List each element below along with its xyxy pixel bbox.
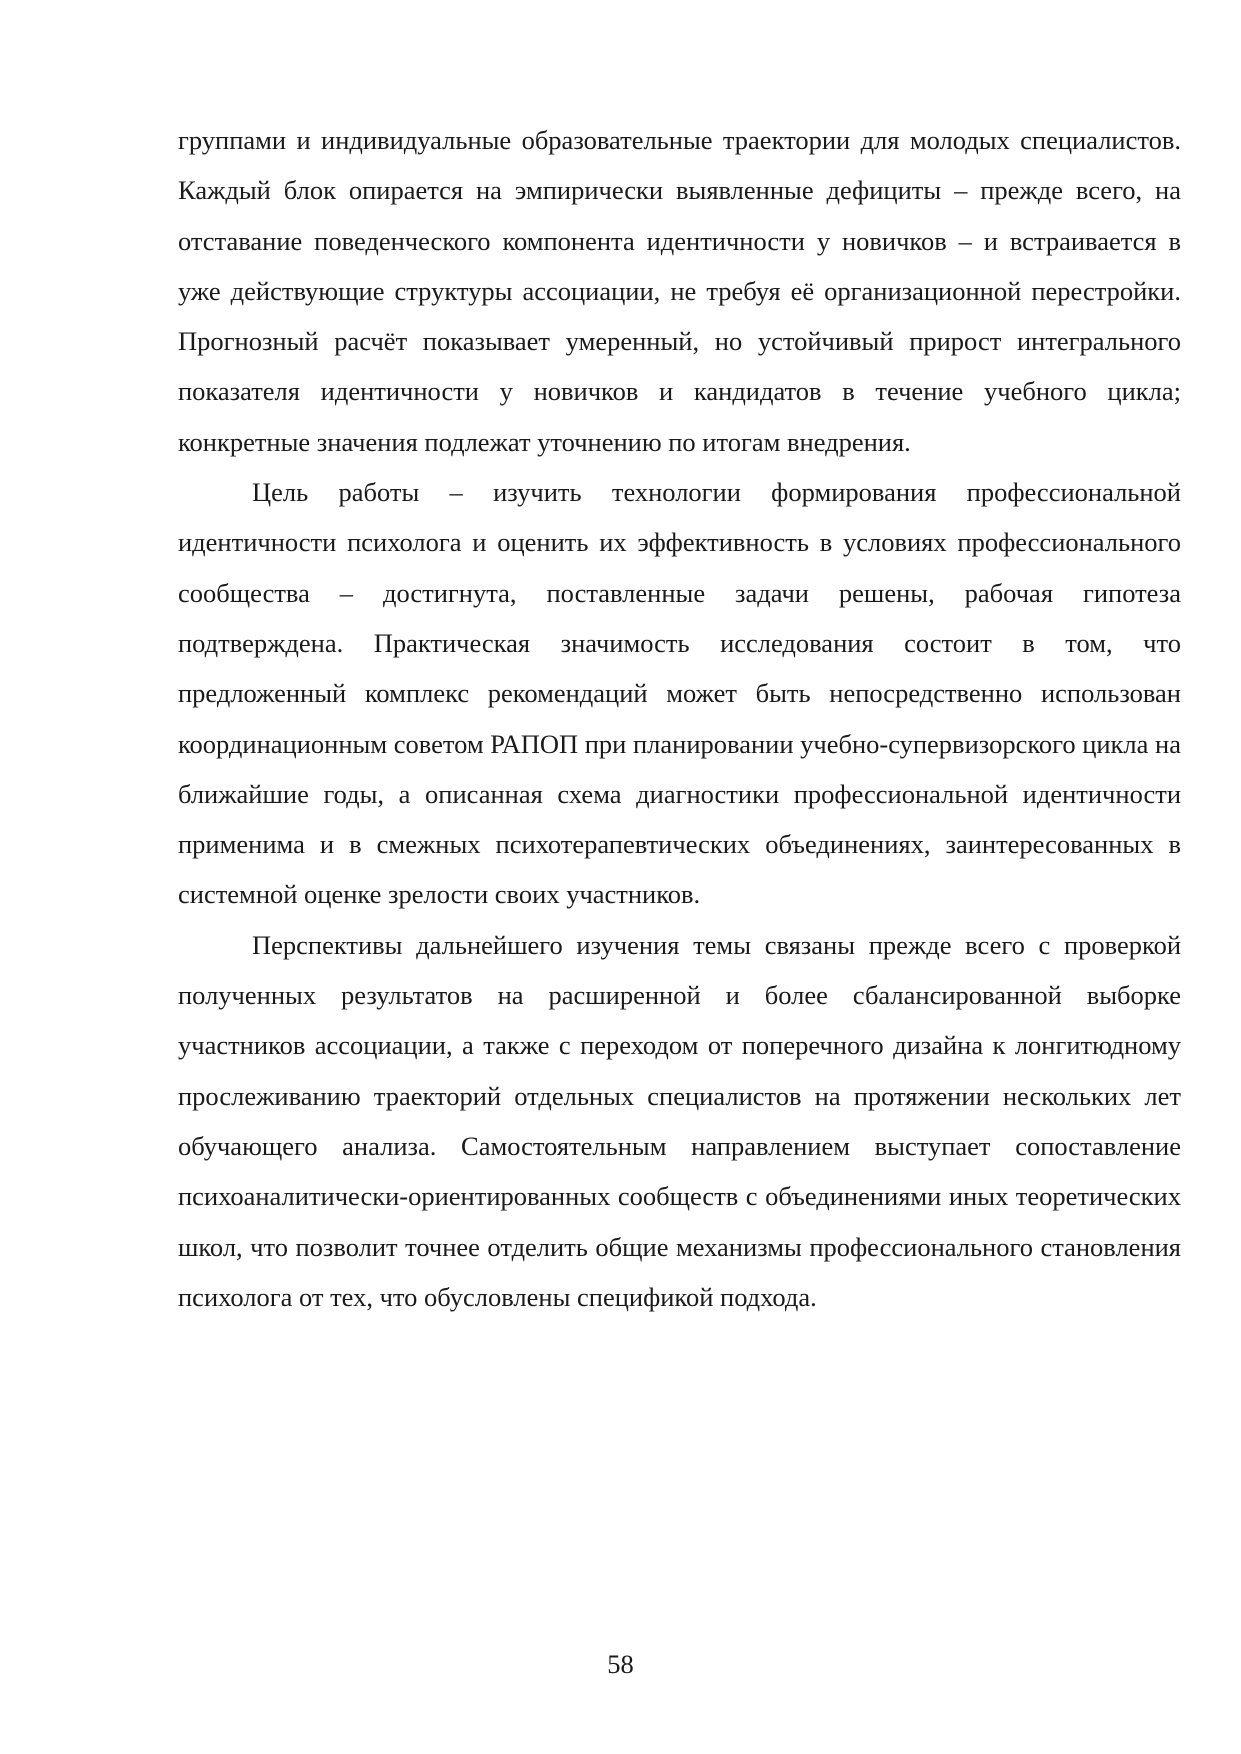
paragraph-continuation: группами и индивидуальные образовательные траектории для молодых специалистов. Каждый блок опирается на эмпирически выявленные дефициты – прежде всего, на отставание поведенческого компонента идентичности у новичков – и встраивается в уже действующие структуры ассоциации, не требуя её организационной перестройки. Прогнозный расчёт показывает умеренный, но устойчивый прирост интегрального показателя идентичности у новичков и кандидатов в течение учебного цикла; конкретные значения подлежат уточнению по итогам внедрения. [178, 125, 1181, 457]
paragraph-perspectives: Перспективы дальнейшего изучения темы связаны прежде всего с проверкой полученных результатов на расширенной и более сбалансированной выборке участников ассоциации, а также с переходом от поперечного дизайна к лонгитюдному прослеживанию траекторий отдельных специалистов на протяжении нескольких лет обучающего анализа. Самостоятельным направлением выступает сопоставление психоаналитически-ориентированных сообществ с объединениями иных теоретических школ, что позволит точнее отделить общие механизмы профессионального становления психолога от тех, что обусловлены спецификой подхода. [178, 929, 1181, 1312]
page-number: 58 [607, 1649, 634, 1679]
body-text [178, 115, 1181, 1322]
paragraph-goal: Цель работы – изучить технологии формирования профессиональной идентичности психолога и оценить их эффективность в условиях профессионального сообщества – достигнута, поставленные задачи решены, рабочая гипотеза подтверждена. Практическая значимость исследования состоит в том, что предложенный комплекс рекомендаций может быть непосредственно использован координационным советом РАПОП при планировании учебно-супервизорского цикла на ближайшие годы, а описанная схема диагностики профессиональной идентичности применима и в смежных психотерапевтических объединениях, заинтересованных в системной оценке зрелости своих участников. [178, 477, 1181, 910]
